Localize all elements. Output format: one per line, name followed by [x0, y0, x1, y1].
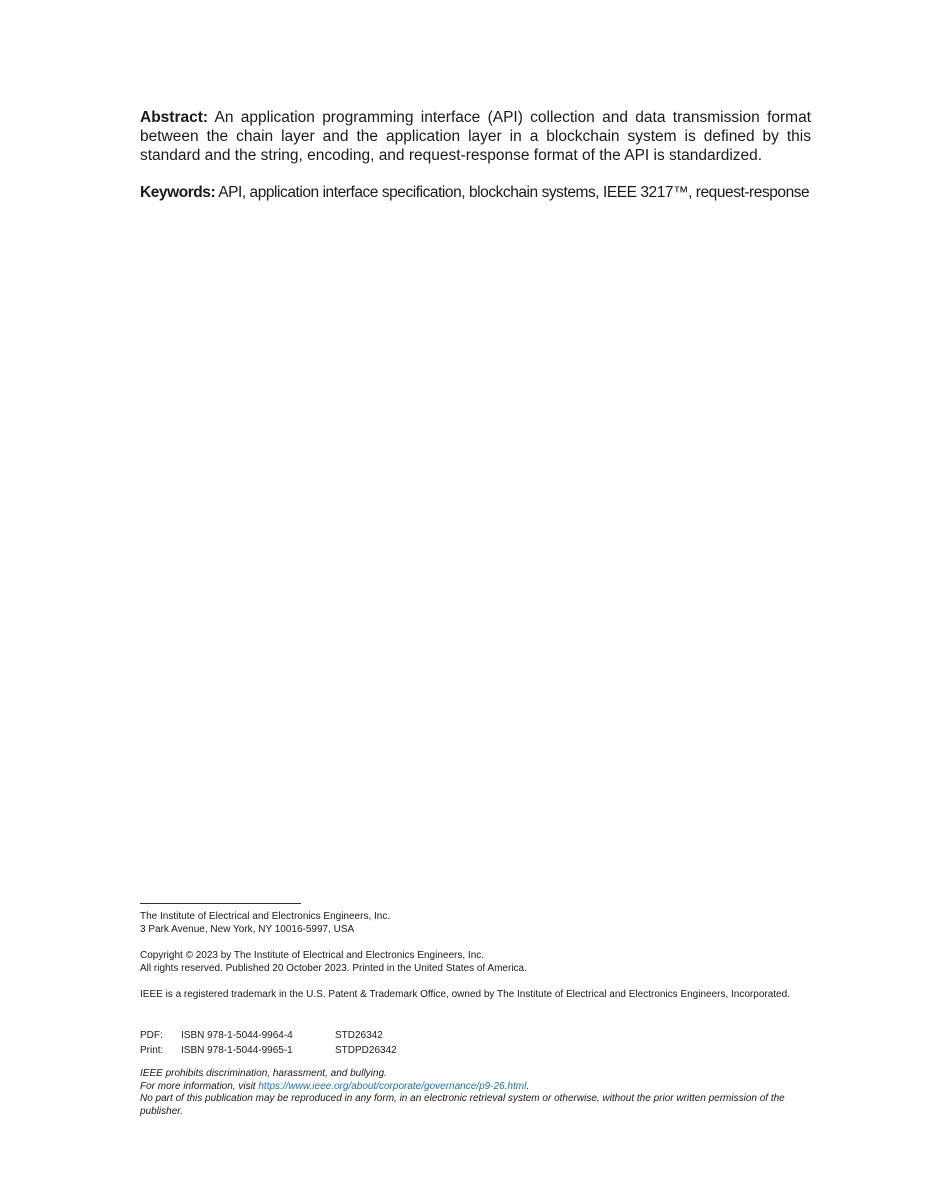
publisher-street: 3 Park Avenue, New York, NY 10016-5997, USA: [140, 923, 355, 935]
rights-line: All rights reserved. Published 20 October 2023. Printed in the United States of America.: [140, 962, 527, 974]
isbn-format: PDF:: [140, 1030, 163, 1041]
trademark-notice: IEEE is a registered trademark in the U.S. Patent & Trademark Office, owned by The Institute of Electrical and Electronics Engineers, Incorporated.: [140, 989, 790, 1000]
anti-harassment-line: IEEE prohibits discrimination, harassment, and bullying.: [140, 1068, 387, 1079]
abstract-paragraph: [140, 108, 811, 165]
legal-notice: [140, 1068, 812, 1118]
isbn-table: [140, 1028, 812, 1058]
isbn-number: ISBN 978-1-5044-9964-4: [181, 1030, 293, 1041]
copyright-line: Copyright © 2023 by The Institute of Electrical and Electronics Engineers, Inc.: [140, 950, 485, 961]
isbn-format: Print:: [140, 1045, 164, 1056]
abstract-text: An application programming interface (API) collection and data transmission format between the chain layer and the application layer in a blockchain system is defined by this standard and the string, encoding, and request-response format of the API is standardized.: [140, 109, 811, 164]
abstract-label: Abstract:: [140, 109, 209, 126]
more-info-suffix: .: [526, 1080, 530, 1092]
keywords-label: Keywords:: [140, 184, 216, 201]
reproduction-notice: No part of this publication may be reproduced in any form, in an electronic retrieval system or otherwise, without the prior written permission of the publisher.: [140, 1093, 785, 1117]
publisher-address: [140, 911, 812, 936]
keywords-paragraph: [140, 183, 830, 202]
std-code: STD26342: [335, 1030, 383, 1041]
copyright-notice: [140, 950, 812, 975]
publisher-name: The Institute of Electrical and Electronics Engineers, Inc.: [140, 911, 391, 922]
keywords-text: API, application interface specification, blockchain systems, IEEE 3217™, request-response: [215, 184, 810, 201]
isbn-row-pdf: [140, 1028, 812, 1043]
policy-link[interactable]: https://www.ieee.org/about/corporate/governance/p9-26.html: [258, 1080, 527, 1092]
isbn-row-print: [140, 1043, 812, 1058]
more-info-line: [140, 1081, 812, 1094]
isbn-number: ISBN 978-1-5044-9965-1: [181, 1045, 293, 1056]
footnote-divider: [140, 903, 301, 904]
std-code: STDPD26342: [335, 1045, 397, 1056]
more-info-prefix: For more information, visit: [140, 1080, 259, 1092]
